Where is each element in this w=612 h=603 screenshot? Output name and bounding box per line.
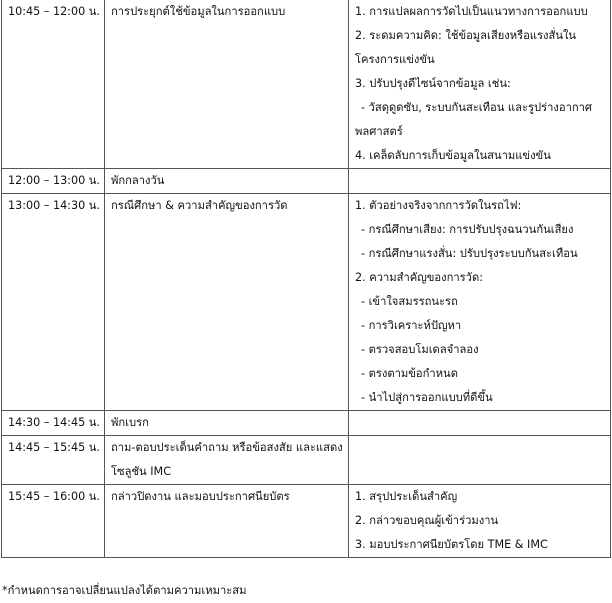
time-cell <box>2 194 105 411</box>
detail-item: 1. ตัวอย่างจริงจากการวัดในรถไฟ: <box>355 199 522 212</box>
detail-item: - ตรวจสอบโมเดลจำลอง <box>361 343 479 356</box>
topic-cell <box>105 411 349 436</box>
schedule-row <box>2 0 611 169</box>
topic-text: การประยุกต์ใช้ข้อมูลในการออกแบบ <box>111 5 286 18</box>
detail-cell <box>349 436 611 485</box>
topic-text: ถาม-ตอบประเด็นคำถาม หรือข้อสงสัย และแสดง <box>111 441 343 454</box>
topic-text: กล่าวปิดงาน และมอบประกาศนียบัตร <box>111 490 290 503</box>
time-slot: 14:45 – 15:45 น. <box>8 441 100 454</box>
detail-item: 1. สรุปประเด็นสำคัญ <box>355 490 458 503</box>
detail-cell <box>349 411 611 436</box>
detail-item: 3. มอบประกาศนียบัตรโดย TME & IMC <box>355 538 548 551</box>
time-slot: 10:45 – 12:00 น. <box>8 5 100 18</box>
detail-item: พลศาสตร์ <box>355 125 403 138</box>
time-cell <box>2 485 105 558</box>
topic-text: พักเบรก <box>111 416 149 429</box>
time-cell <box>2 436 105 485</box>
detail-item: - กรณีศึกษาเสียง: การปรับปรุงฉนวนกันเสียง <box>361 223 574 236</box>
detail-item: โครงการแข่งขัน <box>355 53 435 66</box>
topic-cell <box>105 194 349 411</box>
time-cell <box>2 411 105 436</box>
detail-item: - เข้าใจสมรรถนะรถ <box>361 295 458 308</box>
detail-item: - นำไปสู่การออกแบบที่ดีขึ้น <box>361 391 493 404</box>
detail-item: - วัสดุดูดซับ, ระบบกันสะเทือน และรูปร่างอากาศ <box>361 101 593 114</box>
schedule-row <box>2 194 611 411</box>
time-slot: 13:00 – 14:30 น. <box>8 199 100 212</box>
time-slot: 15:45 – 16:00 น. <box>8 490 100 503</box>
detail-item: - ตรงตามข้อกำหนด <box>361 367 458 380</box>
schedule-body <box>2 0 611 558</box>
detail-item: 2. กล่าวขอบคุณผู้เข้าร่วมงาน <box>355 514 499 527</box>
detail-item: 2. ระดมความคิด: ใช้ข้อมูลเสียงหรือแรงสั่นใน <box>355 29 577 42</box>
time-cell <box>2 0 105 169</box>
topic-text: โซลูชัน IMC <box>111 465 172 478</box>
topic-text: กรณีศึกษา & ความสำคัญของการวัด <box>111 199 288 212</box>
detail-cell <box>349 485 611 558</box>
detail-item: 3. ปรับปรุงดีไซน์จากข้อมูล เช่น: <box>355 77 511 90</box>
time-slot: 14:30 – 14:45 น. <box>8 416 100 429</box>
topic-text: พักกลางวัน <box>111 174 165 187</box>
detail-item: - การวิเคราะห์ปัญหา <box>361 319 462 332</box>
schedule-row <box>2 169 611 194</box>
schedule-footnote: *กำหนดการอาจเปลี่ยนแปลงได้ตามความเหมาะสม <box>2 584 247 597</box>
schedule-row <box>2 485 611 558</box>
schedule-row <box>2 411 611 436</box>
topic-cell <box>105 485 349 558</box>
detail-cell <box>349 194 611 411</box>
detail-item: 4. เคล็ดลับการเก็บข้อมูลในสนามแข่งขัน <box>355 149 551 162</box>
detail-item: - กรณีศึกษาแรงสั่น: ปรับปรุงระบบกันสะเทือน <box>361 247 578 260</box>
time-slot: 12:00 – 13:00 น. <box>8 174 100 187</box>
schedule-table <box>1 0 611 558</box>
topic-cell <box>105 436 349 485</box>
topic-cell <box>105 169 349 194</box>
detail-item: 2. ความสำคัญของการวัด: <box>355 271 483 284</box>
detail-cell <box>349 169 611 194</box>
detail-cell <box>349 0 611 169</box>
time-cell <box>2 169 105 194</box>
detail-item: 1. การแปลผลการวัดไปเป็นแนวทางการออกแบบ <box>355 5 588 18</box>
schedule-row <box>2 436 611 485</box>
topic-cell <box>105 0 349 169</box>
